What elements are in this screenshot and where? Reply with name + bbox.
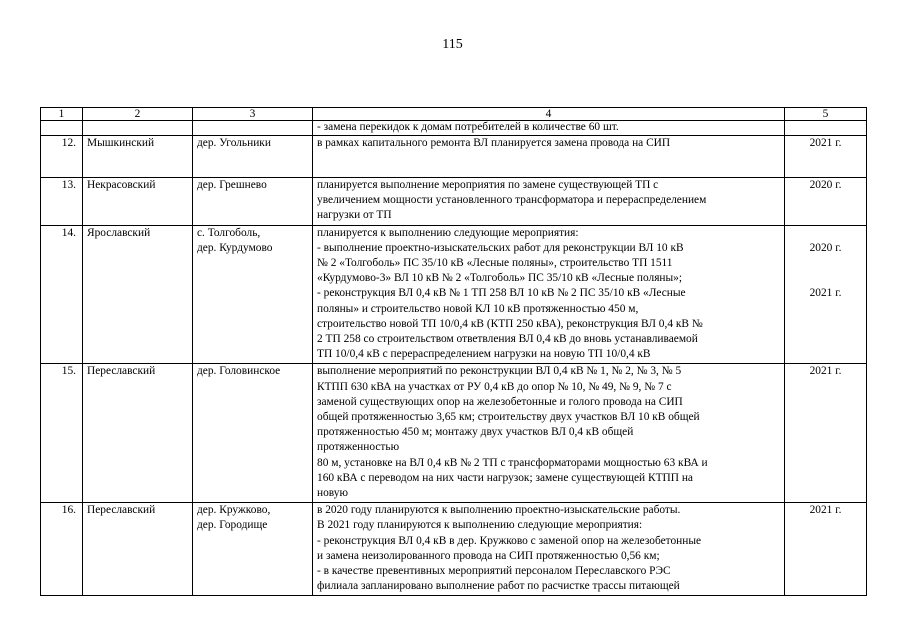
year-line: [789, 271, 862, 286]
year-line: 2021 г.: [809, 504, 842, 517]
table-row: [41, 364, 867, 503]
description-line: - выполнение проектно-изыскательских работ для реконструкции ВЛ 10 кВ: [317, 241, 684, 254]
location-line: дер. Курдумово: [197, 241, 273, 254]
header-cell-year: 5: [785, 108, 867, 121]
description-cell: [313, 178, 785, 226]
location-cell: [193, 503, 313, 596]
header-row: [41, 108, 867, 121]
district-cell: Некрасовский: [83, 178, 193, 226]
year-cell: [785, 178, 867, 226]
row-number: 16.: [41, 503, 83, 596]
description-cell: [313, 503, 785, 596]
description-line: планируется выполнение мероприятия по замене существующей ТП с: [317, 179, 659, 191]
description-line: в 2020 году планируются к выполнению проектно-изыскательские работы.: [317, 504, 681, 517]
table-row: [41, 503, 867, 596]
description-line: ТП 10/0,4 кВ с перераспределением нагрузки на новую ТП 10/0,4 кВ: [317, 348, 651, 361]
description-line: общей протяженностью 3,65 км; строительству двух участков ВЛ 10 кВ общей: [317, 411, 700, 424]
row-number: 14.: [41, 225, 83, 364]
description-line: 80 м, установке на ВЛ 0,4 кВ № 2 ТП с трансформаторами мощностью 63 кВА и: [317, 456, 708, 469]
year-line: [789, 347, 862, 362]
year-line: [789, 256, 862, 271]
row-number: 15.: [41, 364, 83, 503]
location-cell: [193, 225, 313, 364]
description-line: - реконструкция ВЛ 0,4 кВ в дер. Кружково с заменой опор на железобетонные: [317, 534, 702, 547]
year-line: 2020 г.: [809, 241, 842, 254]
district-cell: Переславский: [83, 364, 193, 503]
year-cell: [785, 136, 867, 178]
description-line: - в качестве превентивных мероприятий персоналом Переславского РЭС: [317, 565, 671, 578]
description-line: заменой существующих опор на железобетонные и голого провода на СИП: [317, 395, 683, 408]
works-table: [40, 107, 867, 596]
description-line: новую: [317, 487, 348, 500]
description-line: филиала запланировано выполнение работ по расчистке трассы питающей: [317, 580, 680, 593]
location-cell: [193, 136, 313, 178]
location-line: дер. Головинское: [197, 365, 281, 378]
location-line: дер. Угольники: [197, 137, 271, 149]
year-line: 2021 г.: [809, 137, 842, 149]
location-cell: [193, 364, 313, 503]
description-line: «Курдумово-3» ВЛ 10 кВ № 2 «Толгоболь» ПС 35/10 кВ «Лесные поляны»;: [317, 272, 683, 285]
year-line: 2021 г.: [809, 287, 842, 300]
description-line: В 2021 году планируются к выполнению следующие мероприятия:: [317, 519, 643, 532]
description-line: нагрузки от ТП: [317, 209, 392, 222]
location-cell: [193, 178, 313, 226]
row-number: 12.: [41, 136, 83, 178]
location-line: с. Толгоболь,: [197, 226, 261, 239]
year-line: [789, 226, 862, 241]
description-line: 160 кВА с переводом на них части нагрузок; замене существующей КТПП на: [317, 471, 693, 484]
description-line: № 2 «Толгоболь» ПС 35/10 кВ «Лесные поляны», строительство ТП 1511: [317, 257, 673, 270]
description-line: выполнение мероприятий по реконструкции ВЛ 0,4 кВ № 1, № 2, № 3, № 5: [317, 365, 682, 378]
description-line: протяженностью 450 м; монтажу двух участков ВЛ 0,4 кВ общей: [317, 426, 634, 439]
description-line: планируется к выполнению следующие мероприятия:: [317, 226, 579, 239]
description-line: протяженностью: [317, 441, 400, 454]
description-line: - реконструкция ВЛ 0,4 кВ № 1 ТП 258 ВЛ 10 кВ № 2 ПС 35/10 кВ «Лесные: [317, 287, 686, 300]
description-cell: [313, 364, 785, 503]
page-number: 115: [442, 37, 463, 52]
description-line: и замена неизолированного провода на СИП протяженностью 0,56 км;: [317, 549, 660, 562]
year-line: 2020 г.: [809, 179, 842, 191]
description-line: в рамках капитального ремонта ВЛ планируется замена провода на СИП: [317, 137, 671, 149]
description-line: строительство новой ТП 10/0,4 кВ (КТП 250 кВА), реконструкция ВЛ 0,4 кВ №: [317, 317, 703, 330]
description-line: поляны» и строительство новой КЛ 10 кВ протяженностью 450 м,: [317, 302, 639, 315]
table-row: [41, 225, 867, 364]
continuation-row: [41, 121, 867, 136]
district-cell: Ярославский: [83, 225, 193, 364]
table-row: [41, 178, 867, 226]
location-line: дер. Кружково,: [197, 504, 271, 517]
description-line: увеличением мощности установленного трансформатора и перераспределением: [317, 194, 707, 207]
continuation-text: - замена перекидок к домам потребителей в количестве 60 шт.: [313, 121, 785, 136]
district-cell: Мышкинский: [83, 136, 193, 178]
description-line: 2 ТП 258 со строительством ответвления ВЛ 0,4 кВ до вновь устанавливаемой: [317, 333, 698, 346]
header-cell-description: 4: [313, 108, 785, 121]
year-line: [789, 302, 862, 317]
year-cell: [785, 503, 867, 596]
year-line: [789, 332, 862, 347]
location-line: дер. Грешнево: [197, 179, 267, 191]
description-cell: [313, 136, 785, 178]
district-cell: Переславский: [83, 503, 193, 596]
description-line: КТПП 630 кВА на участках от РУ 0,4 кВ до опор № 10, № 49, № 9, № 7 с: [317, 380, 672, 393]
description-cell: [313, 225, 785, 364]
year-cell: [785, 225, 867, 364]
header-cell-num: 1: [41, 108, 83, 121]
location-line: дер. Городище: [197, 519, 268, 532]
table-row: [41, 136, 867, 178]
year-line: 2021 г.: [809, 365, 842, 378]
row-number: 13.: [41, 178, 83, 226]
header-cell-district: 2: [83, 108, 193, 121]
year-line: [789, 317, 862, 332]
year-cell: [785, 364, 867, 503]
header-cell-location: 3: [193, 108, 313, 121]
